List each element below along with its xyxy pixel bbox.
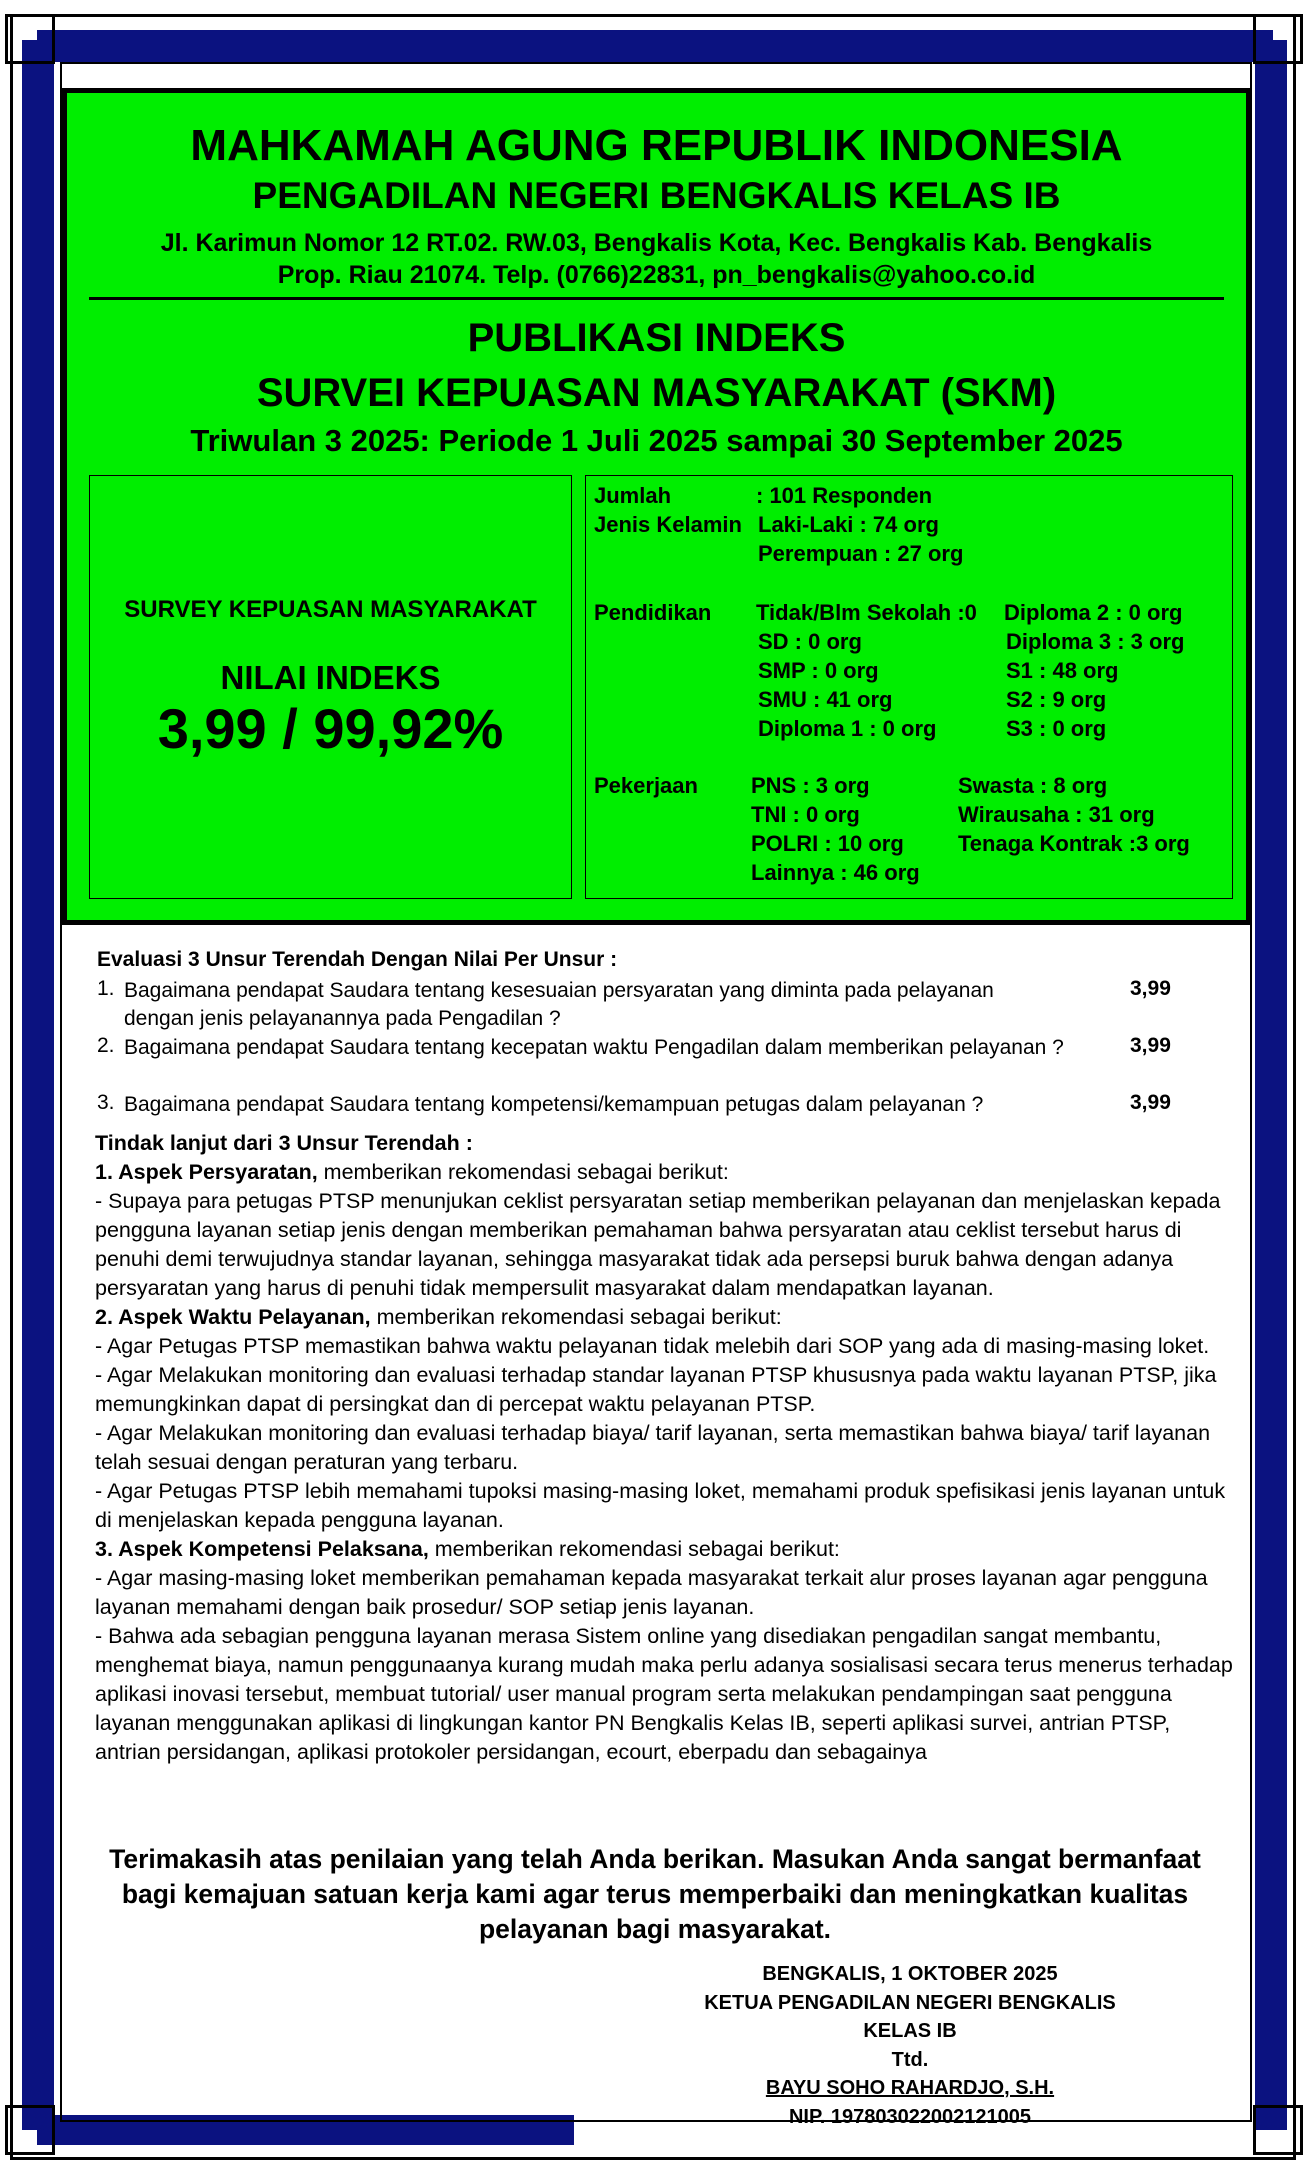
corner-top-right [1253, 14, 1303, 64]
job-item: TNI : 0 org [751, 802, 860, 827]
job-label: Pekerjaan [594, 773, 698, 798]
recommendation: - Agar Melakukan monitoring dan evaluasi terhadap standar layanan PTSP khususnya pada waktu layanan PTSP, jika memungkinkan dapat di persingkat dan di percepat waktu pelayanan PTSP. [95, 1363, 1217, 1416]
aspect-waktu [95, 1303, 1235, 1332]
edu-item: Diploma 3 : 3 org [1006, 629, 1185, 654]
recommendation: - Agar Petugas PTSP memastikan bahwa waktu pelayanan tidak melebih dari SOP yang ada di masing-masing loket. [95, 1334, 1210, 1358]
edu-item: Tidak/Blm Sekolah :0 [756, 600, 977, 625]
job-item: Swasta : 8 org [958, 773, 1108, 798]
aspect-title: 3. Aspek Kompetensi Pelaksana, [95, 1537, 429, 1561]
item-score: 3,99 [1130, 977, 1171, 1000]
index-box [89, 475, 572, 899]
publication-header-box [62, 88, 1251, 925]
item-score: 3,99 [1130, 1091, 1171, 1114]
item-number: 3. [97, 1091, 115, 1114]
corner-bottom-right [1253, 2105, 1303, 2155]
place-date: BENGKALIS, 1 OKTOBER 2025 [762, 1963, 1058, 1985]
index-value: 3,99 / 99,92% [157, 697, 504, 760]
signer-position-class: KELAS IB [863, 2020, 957, 2042]
aspect-intro: memberikan rekomendasi sebagai berikut: [428, 1537, 840, 1561]
recommendation: - Agar Melakukan monitoring dan evaluasi terhadap biaya/ tarif layanan, serta memastikan bahwa biaya/ tarif layanan telah sesuai dengan peraturan yang terbaru. [95, 1421, 1211, 1474]
edu-item: Diploma 2 : 0 org [1004, 600, 1183, 625]
edu-item: SD : 0 org [758, 629, 862, 654]
aspect-intro: memberikan rekomendasi sebagai berikut: [370, 1305, 782, 1329]
signed-mark: Ttd. [891, 2048, 929, 2071]
edu-item: SMP : 0 org [758, 658, 879, 683]
item-number: 1. [97, 977, 115, 1000]
survey-period: Triwulan 3 2025: Periode 1 Juli 2025 sampai 30 September 2025 [190, 423, 1123, 458]
followup-heading: Tindak lanjut dari 3 Unsur Terendah : [95, 1131, 473, 1155]
job-item: PNS : 3 org [751, 773, 870, 798]
corner-top-left [5, 14, 55, 64]
item-number: 2. [97, 1034, 115, 1057]
recommendation: - Agar masing-masing loket memberikan pemahaman kepada masyarakat terkait alur proses layanan agar pengguna layanan memahami dengan baik prosedur/ SOP setiap jenis layanan. [95, 1566, 1208, 1619]
office-name: PENGADILAN NEGERI BENGKALIS KELAS IB [252, 175, 1061, 216]
gender-male: Laki-Laki : 74 org [758, 512, 939, 537]
gender-label: Jenis Kelamin [594, 512, 742, 537]
evaluation-section [97, 948, 1187, 1123]
jumlah-label: Jumlah [594, 483, 672, 508]
signer-nip: NIP. 197803022002121005 [788, 2105, 1032, 2128]
aspect-kompetensi [95, 1535, 1235, 1564]
corner-bottom-left [5, 2105, 55, 2155]
edu-item: SMU : 41 org [758, 687, 893, 712]
job-item: Lainnya : 46 org [751, 860, 920, 885]
edu-item: Diploma 1 : 0 org [758, 716, 937, 741]
edu-item: S2 : 9 org [1006, 687, 1107, 712]
address-line-2: Prop. Riau 21074. Telp. (0766)22831, pn_bengkalis@yahoo.co.id [277, 261, 1036, 289]
aspect-intro: memberikan rekomendasi sebagai berikut: [317, 1160, 729, 1184]
job-item: POLRI : 10 org [751, 831, 904, 856]
item-score: 3,99 [1130, 1034, 1171, 1057]
signer-name: BAYU SOHO RAHARDJO, S.H. [765, 2077, 1055, 2099]
recommendation: - Supaya para petugas PTSP menunjukan ceklist persyaratan setiap memberikan pelayanan dan menjelaskan kepada pengguna layanan setiap jenis dengan memberikan pemahaman bahwa persyaratan atau ceklist tersebut harus di penuhi demi terwujudnya standar layanan, sehingga masyarakat tidak ada persepsi buruk bahwa dengan adanya persyaratan yang harus di penuhi tidak mempersulit masyarakat dalam mendapatkan layanan. [95, 1189, 1221, 1300]
signer-position: KETUA PENGADILAN NEGERI BENGKALIS [704, 1991, 1116, 2014]
gender-female: Perempuan : 27 org [758, 541, 964, 566]
recommendation: - Agar Petugas PTSP lebih memahami tupoksi masing-masing loket, memahami produk spefisikasi jenis layanan untuk di menjelaskan kepada pengguna layanan. [95, 1479, 1226, 1532]
followup-section [95, 1129, 1235, 1767]
header-divider [89, 297, 1224, 300]
title-line-2: SURVEI KEPUASAN MASYARAKAT (SKM) [256, 371, 1057, 415]
publication-title [67, 311, 1246, 421]
item-question: Bagaimana pendapat Saudara tentang kecepatan waktu Pengadilan dalam memberikan pelayanan ? [124, 1036, 1064, 1059]
index-box-label: SURVEY KEPUASAN MASYARAKAT [124, 596, 537, 623]
court-name: MAHKAMAH AGUNG REPUBLIK INDONESIA [190, 121, 1123, 170]
item-question: Bagaimana pendapat Saudara tentang kesesuaian persyaratan yang diminta pada pelayanan dengan jenis pelayanannya pada Pengadilan ? [124, 979, 994, 1030]
aspect-title: 2. Aspek Waktu Pelayanan, [95, 1305, 371, 1329]
signature-block [610, 1960, 1210, 2131]
recommendation: - Bahwa ada sebagian pengguna layanan merasa Sistem online yang disediakan pengadilan sangat membantu, menghemat biaya, namun penggunaanya kurang mudah maka perlu adanya sosialisasi secara terus menerus terhadap aplikasi inovasi tersebut, membuat tutorial/ user manual program serta melakukan pendampingan saat pengguna layanan menggunakan aplikasi di lingkungan kantor PN Bengkalis Kelas IB, seperti aplikasi survei, antrian PTSP, antrian persidangan, aplikasi protokoler persidangan, ecourt, eberpadu dan sebagainya [95, 1624, 1233, 1764]
edu-item: S3 : 0 org [1006, 716, 1107, 741]
jumlah-value: : 101 Responden [756, 483, 933, 508]
address-line-1: Jl. Karimun Nomor 12 RT.02. RW.03, Bengkalis Kota, Kec. Bengkalis Kab. Bengkalis [160, 229, 1153, 257]
title-line-1: PUBLIKASI INDEKS [467, 316, 846, 360]
job-item: Tenaga Kontrak :3 org [958, 831, 1190, 856]
respondent-stats-box [585, 475, 1233, 899]
edu-item: S1 : 48 org [1006, 658, 1119, 683]
office-address [67, 227, 1246, 291]
aspect-persyaratan [95, 1158, 1235, 1187]
thank-you-message: Terimakasih atas penilaian yang telah Anda berikan. Masukan Anda sangat bermanfaat bagi kemajuan satuan kerja kami agar terus memperbaiki dan meningkatkan kualitas pelayanan bagi masyarakat. [109, 1844, 1201, 1944]
nilai-indeks-label: NILAI INDEKS [220, 659, 441, 696]
job-item: Wirausaha : 31 org [958, 802, 1155, 827]
education-label: Pendidikan [594, 600, 712, 625]
item-question: Bagaimana pendapat Saudara tentang kompetensi/kemampuan petugas dalam pelayanan ? [124, 1093, 984, 1116]
aspect-title: 1. Aspek Persyaratan, [95, 1160, 318, 1184]
evaluation-heading: Evaluasi 3 Unsur Terendah Dengan Nilai Per Unsur : [97, 948, 618, 971]
